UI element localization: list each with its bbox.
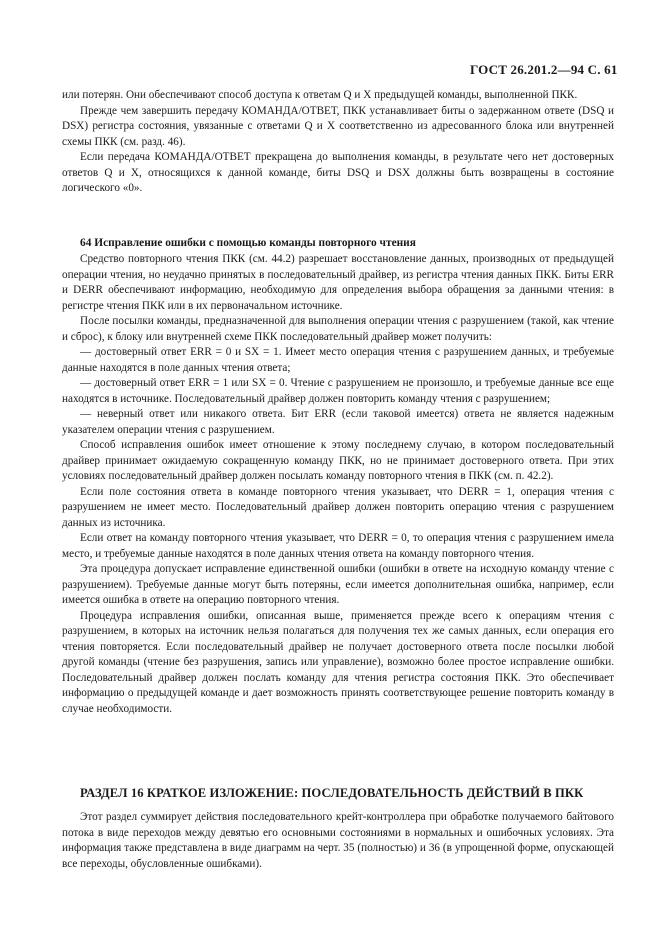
paragraph: Если ответ на команду повторного чтения указывает, что DERR = 0, то операция чтения с разрушением имела место, и требуемые данные находятся в поле данных чтения ответа на команду повторного чтения. <box>62 532 614 560</box>
paragraph: Процедура исправления ошибки, описанная выше, применяется прежде всего к операциям чтения с разрушением, в которых на источник нельзя полагаться для получения тех же самых данных, если операция его чтения повторяется. Если последовательный драйвер не получает достоверного ответа после посылки любой другой команды (чтение без разрушения, запись или управление), возможно более простое исправление ошибки. Последовательный драйвер должен послать команду для чтения регистра состояния ПКК. Это обеспечивает информацию о предыдущей команде и дает возможность принять соответствующее решение повторить команду в случае необходимости. <box>62 609 614 715</box>
paragraph: Средство повторного чтения ПКК (см. 44.2) разрешает восстановление данных, производных от предыдущей операции чтения, но неудачно принятых в последовательный драйвер, из регистра чтения данных ПКК. Биты ERR и DERR обеспечивают информацию, необходимую для определения выбора обращения за данными чтения: в регистре чтения ПКК или в их первоначальном источнике. <box>62 253 614 312</box>
paragraph: Эта процедура допускает исправление единственной ошибки (ошибки в ответе на исходную команду чтение с разрушением). Требуемые данные могут быть потеряны, если имеется дополнительная ошибка, например, если имеется ошибка в ответе на операцию повторного чтения. <box>62 563 614 606</box>
list-item: — неверный ответ или никакого ответа. Бит ERR (если таковой имеется) ответа не является надежным указателем операции чтения с разрушением. <box>62 408 614 436</box>
paragraph: или потерян. Они обеспечивают способ доступа к ответам Q и X предыдущей команды, выполненной ПКК. <box>62 89 578 101</box>
paragraph: Прежде чем завершить передачу КОМАНДА/ОТВЕТ, ПКК устанавливает биты о задержанном ответе (DSQ и DSX) регистра состояния, увязанные с ответами Q и X соответственно из адресованного блока или внутренней схемы ПКК (см. разд. 46). <box>62 104 614 148</box>
text-block-intro <box>62 88 614 197</box>
subsection-heading: 64 Исправление ошибки с помощью команды повторного чтения <box>80 237 416 249</box>
list-item: — достоверный ответ ERR = 0 и SX = 1. Имеет место операция чтения с разрушением данных, и требуемые данные находятся в поле данных чтения ответа; <box>62 346 614 374</box>
paragraph: Если передача КОМАНДА/ОТВЕТ прекращена до выполнения команды, в результате чего нет достоверных ответов Q и X, относящихся к данной команде, биты DSQ и DSX должны быть возвращены в состояние логического «0». <box>62 151 614 194</box>
paragraph: После посылки команды, предназначенной для выполнения операции чтения с разрушением (такой, как чтение и сброс), к блоку или внутренней схеме ПКК последовательный драйвер может получить: <box>62 315 614 343</box>
list-item: — достоверный ответ ERR = 1 или SX = 0. Чтение с разрушением не произошло, и требуемые данные все еще находятся в источнике. Последовательный драйвер должен повторить команду чтения с разрушением; <box>62 377 614 405</box>
text-block-summary <box>62 810 614 872</box>
paragraph: Этот раздел суммирует действия последовательного крейт-контроллера при обработке получаемого байтового потока в виде переходов между девятью его основными состояниями в нормальных и ошибочных условиях. Эта информация также представлена в виде диаграмм на черт. 35 (полностью) и 36 (в упрощенной форме, опускающей все переходы, обусловленные ошибками). <box>62 811 614 870</box>
section-heading: РАЗДЕЛ 16 КРАТКОЕ ИЗЛОЖЕНИЕ: ПОСЛЕДОВАТЕЛЬНОСТЬ ДЕЙСТВИЙ В ПКК <box>80 786 584 800</box>
paragraph: Способ исправления ошибок имеет отношение к этому последнему случаю, в котором последовательный драйвер принимает ожидаемую сокращенную команду ПКК, но не принимает достоверного ответа. При этих условиях последовательный драйвер должен посылать команду повторного чтения в ПКК (см. п. 42.2). <box>62 439 614 482</box>
page-header: ГОСТ 26.201.2—94 С. 61 <box>470 62 618 77</box>
paragraph: Если поле состояния ответа в команде повторного чтения указывает, что DERR = 1, операция чтения с разрушением не имеет место. Последовательный драйвер должен повторить операцию чтения с разрушением данных из источника. <box>62 485 614 529</box>
text-block-error-correction <box>62 252 614 717</box>
